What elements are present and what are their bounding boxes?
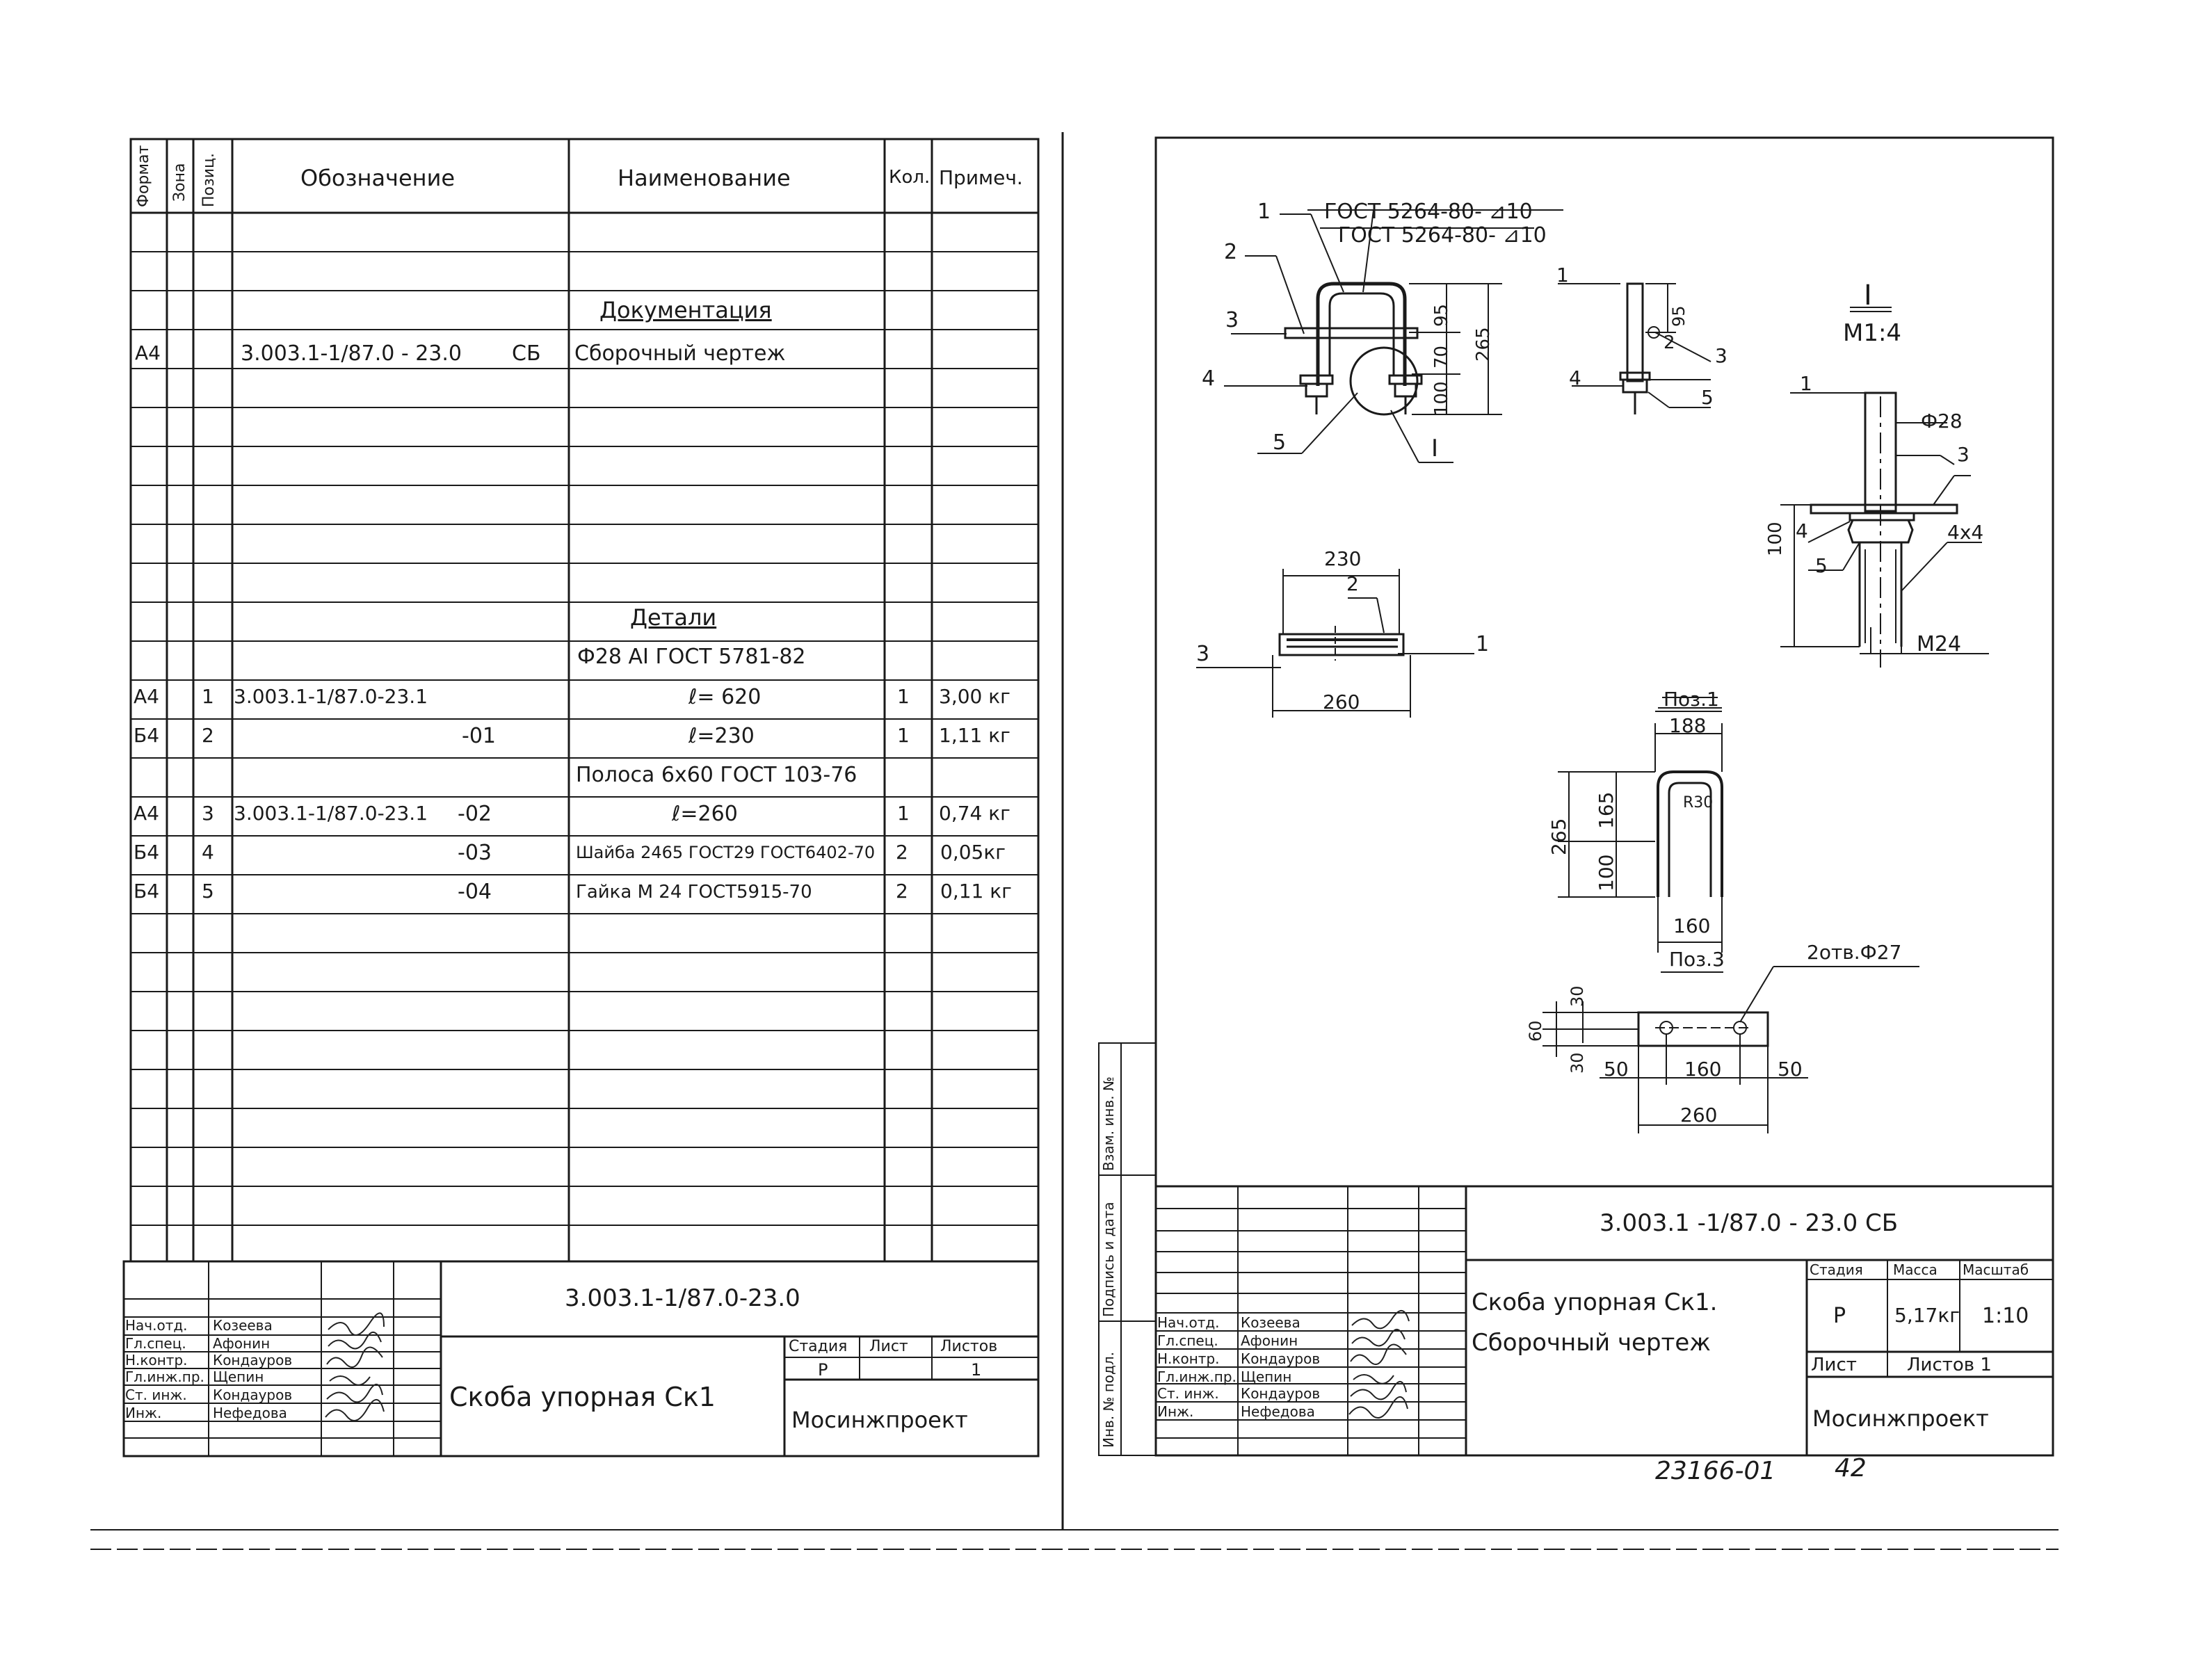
side-label-sign: Подпись и дата	[1100, 1202, 1117, 1317]
row3-note: 0,74 кг	[939, 802, 1010, 825]
person-4: Щепин	[213, 1368, 264, 1385]
sheets-label: Листов	[940, 1338, 998, 1355]
row2-note: 1,11 кг	[939, 724, 1010, 747]
dim-265: 265	[1473, 327, 1494, 362]
gost-weld-1: ГОСТ 5264-80- ⊿10	[1324, 200, 1533, 224]
pos3-holes: 2отв.Ф27	[1807, 941, 1902, 964]
page-number: 42	[1835, 1454, 1867, 1483]
right-stage-value: Р	[1833, 1304, 1846, 1328]
row1-format: А4	[134, 685, 159, 708]
pos1-dim-188: 188	[1669, 714, 1707, 737]
section-documentation: Документация	[599, 297, 772, 323]
right-title-name-2: Сборочный чертеж	[1472, 1329, 1711, 1357]
detail-phi28: Ф28	[1921, 410, 1963, 433]
callout-3: 3	[1225, 308, 1239, 332]
plan-dim-260: 260	[1323, 690, 1360, 713]
person-6: Нефедова	[213, 1405, 287, 1421]
role-6: Инж.	[125, 1405, 162, 1421]
detail-mark: I	[1431, 435, 1439, 462]
person-2: Афонин	[213, 1335, 271, 1352]
role-3: Н.контр.	[125, 1352, 188, 1368]
row3-qty: 1	[897, 802, 910, 825]
role-1: Нач.отд.	[125, 1317, 188, 1334]
pos1-label: Поз.1	[1664, 688, 1719, 711]
pos3-dim-260: 260	[1680, 1104, 1718, 1126]
role-4: Гл.инж.пр.	[125, 1368, 204, 1385]
side-callout-1: 1	[1556, 264, 1569, 286]
row3-suffix: -02	[458, 802, 492, 826]
right-stage-label: Стадия	[1810, 1261, 1863, 1278]
header-format: Формат	[135, 145, 152, 207]
row1-pos: 1	[202, 685, 214, 708]
side-callout-4: 4	[1569, 366, 1581, 389]
right-role-3: Н.контр.	[1157, 1350, 1220, 1367]
right-sheets-label: Листов 1	[1907, 1355, 1992, 1375]
pos3-label: Поз.3	[1669, 948, 1725, 971]
dim-100: 100	[1431, 381, 1452, 416]
side-callout-3: 3	[1715, 344, 1727, 367]
role-5: Ст. инж.	[125, 1387, 187, 1403]
person-5: Кондауров	[213, 1387, 293, 1403]
row3-name: ℓ=260	[672, 802, 738, 826]
row5-format: Б4	[134, 880, 160, 903]
header-position: Позиц.	[200, 153, 218, 207]
doc-row-suffix: СБ	[512, 341, 541, 366]
detail-callout-4: 4	[1796, 519, 1808, 542]
header-note: Примеч.	[939, 166, 1023, 189]
row5-name: Гайка М 24 ГОСТ5915-70	[576, 882, 812, 903]
callout-1: 1	[1257, 200, 1271, 224]
pos3-dim-30a: 30	[1568, 985, 1587, 1007]
callout-4: 4	[1202, 366, 1216, 391]
doc-row-format: А4	[135, 341, 161, 364]
right-organization: Мосинжпроект	[1812, 1405, 1989, 1432]
row4-format: Б4	[134, 841, 160, 864]
pos3-dim-50a: 50	[1604, 1058, 1629, 1081]
organization: Мосинжпроект	[791, 1407, 968, 1433]
person-3: Кондауров	[213, 1352, 293, 1368]
plan-dim-230: 230	[1324, 547, 1362, 570]
right-title-name-1: Скоба упорная Ск1.	[1472, 1289, 1718, 1316]
detail-dim-100: 100	[1765, 522, 1786, 556]
sheets-value: 1	[971, 1360, 982, 1380]
section-details: Детали	[630, 604, 717, 631]
side-callout-2: 2	[1664, 332, 1675, 353]
detail-heading-mark: I	[1864, 280, 1872, 312]
row1-name: ℓ= 620	[688, 685, 762, 709]
row2-name: ℓ=230	[688, 724, 755, 748]
right-title-code: 3.003.1 -1/87.0 - 23.0 СБ	[1600, 1209, 1899, 1237]
pos1-r30: R30	[1683, 794, 1714, 811]
row4-note: 0,05кг	[940, 841, 1006, 864]
stage-value: Р	[818, 1360, 828, 1380]
right-scale-label: Масштаб	[1963, 1261, 2029, 1278]
right-person-6: Нефедова	[1241, 1403, 1315, 1420]
plan-callout-3: 3	[1196, 642, 1210, 666]
row5-pos: 5	[202, 880, 214, 903]
right-role-4: Гл.инж.пр.	[1157, 1368, 1237, 1385]
header-name: Наименование	[618, 165, 791, 191]
plan-callout-2: 2	[1346, 572, 1359, 595]
right-person-4: Щепин	[1241, 1368, 1292, 1385]
row4-qty: 2	[896, 841, 908, 864]
pos1-dim-165: 165	[1595, 791, 1618, 829]
callout-2: 2	[1224, 240, 1238, 264]
side-label-inv: Инв. № подл.	[1100, 1352, 1117, 1448]
right-mass-label: Масса	[1893, 1261, 1938, 1278]
pos1-dim-160: 160	[1673, 914, 1711, 937]
header-designation: Обозначение	[300, 165, 456, 191]
right-role-5: Ст. инж.	[1157, 1385, 1219, 1402]
gost-weld-2: ГОСТ 5264-80- ⊿10	[1338, 223, 1547, 248]
right-person-3: Кондауров	[1241, 1350, 1321, 1367]
right-role-1: Нач.отд.	[1157, 1314, 1220, 1331]
side-label-swap: Взам. инв. №	[1100, 1076, 1117, 1171]
doc-row-name: Сборочный чертеж	[574, 341, 786, 366]
row3-designation: 3.003.1-1/87.0-23.1	[234, 802, 428, 825]
pos3-dim-30b: 30	[1568, 1052, 1587, 1074]
detail-callout-1: 1	[1800, 372, 1812, 395]
row2-qty: 1	[897, 724, 910, 747]
role-2: Гл.спец.	[125, 1335, 186, 1352]
title-name: Скоба упорная Ск1	[449, 1382, 716, 1412]
header-qty: Кол.	[889, 167, 931, 188]
right-role-6: Инж.	[1157, 1403, 1194, 1420]
right-role-2: Гл.спец.	[1157, 1332, 1218, 1349]
side-dim-95: 95	[1669, 305, 1689, 327]
callout-5: 5	[1273, 430, 1287, 455]
person-1: Козеева	[213, 1317, 273, 1334]
right-mass-value: 5,17кг	[1894, 1304, 1960, 1327]
right-sheet-label: Лист	[1811, 1355, 1857, 1375]
row2-pos: 2	[202, 724, 214, 747]
doc-row-designation: 3.003.1-1/87.0 - 23.0	[241, 341, 462, 366]
dim-95: 95	[1431, 303, 1452, 327]
right-scale-value: 1:10	[1982, 1304, 2029, 1328]
detail-callout-3: 3	[1957, 443, 1970, 466]
pos1-dim-265: 265	[1547, 818, 1570, 855]
right-person-1: Козеева	[1241, 1314, 1300, 1331]
row3-pos: 3	[202, 802, 214, 825]
detail-scale: М1:4	[1843, 319, 1902, 347]
sheet-label: Лист	[869, 1338, 908, 1355]
pos3-dim-60: 60	[1526, 1020, 1545, 1042]
title-code: 3.003.1-1/87.0-23.0	[565, 1284, 800, 1312]
detail-weld: 4х4	[1947, 521, 1984, 544]
row1-designation: 3.003.1-1/87.0-23.1	[234, 685, 428, 708]
pos3-dim-50b: 50	[1778, 1058, 1803, 1081]
right-person-2: Афонин	[1241, 1332, 1298, 1349]
header-zone: Зона	[171, 163, 188, 202]
row4-suffix: -03	[458, 841, 492, 865]
detail-m24: М24	[1917, 632, 1962, 656]
dim-70: 70	[1431, 345, 1452, 369]
row3-format: А4	[134, 802, 159, 825]
material-strip: Полоса 6х60 ГОСТ 103-76	[576, 763, 857, 787]
row5-qty: 2	[896, 880, 908, 903]
right-person-5: Кондауров	[1241, 1385, 1321, 1402]
row5-suffix: -04	[458, 880, 492, 904]
row4-pos: 4	[202, 841, 214, 864]
pos1-dim-100: 100	[1595, 854, 1618, 891]
material-rod: Ф28 АI ГОСТ 5781-82	[577, 645, 806, 669]
row1-note: 3,00 кг	[939, 685, 1010, 708]
detail-callout-5: 5	[1815, 554, 1828, 577]
row5-note: 0,11 кг	[940, 880, 1012, 903]
row1-qty: 1	[897, 685, 910, 708]
row2-suffix: -01	[462, 724, 496, 748]
row2-format: Б4	[134, 724, 160, 747]
pos3-dim-160: 160	[1684, 1058, 1722, 1081]
plan-callout-1: 1	[1476, 632, 1490, 656]
row4-name: Шайба 2465 ГОСТ29 ГОСТ6402-70	[576, 843, 876, 862]
side-callout-5: 5	[1701, 386, 1714, 409]
archive-number: 23166-01	[1655, 1457, 1776, 1485]
stage-label: Стадия	[789, 1338, 848, 1355]
